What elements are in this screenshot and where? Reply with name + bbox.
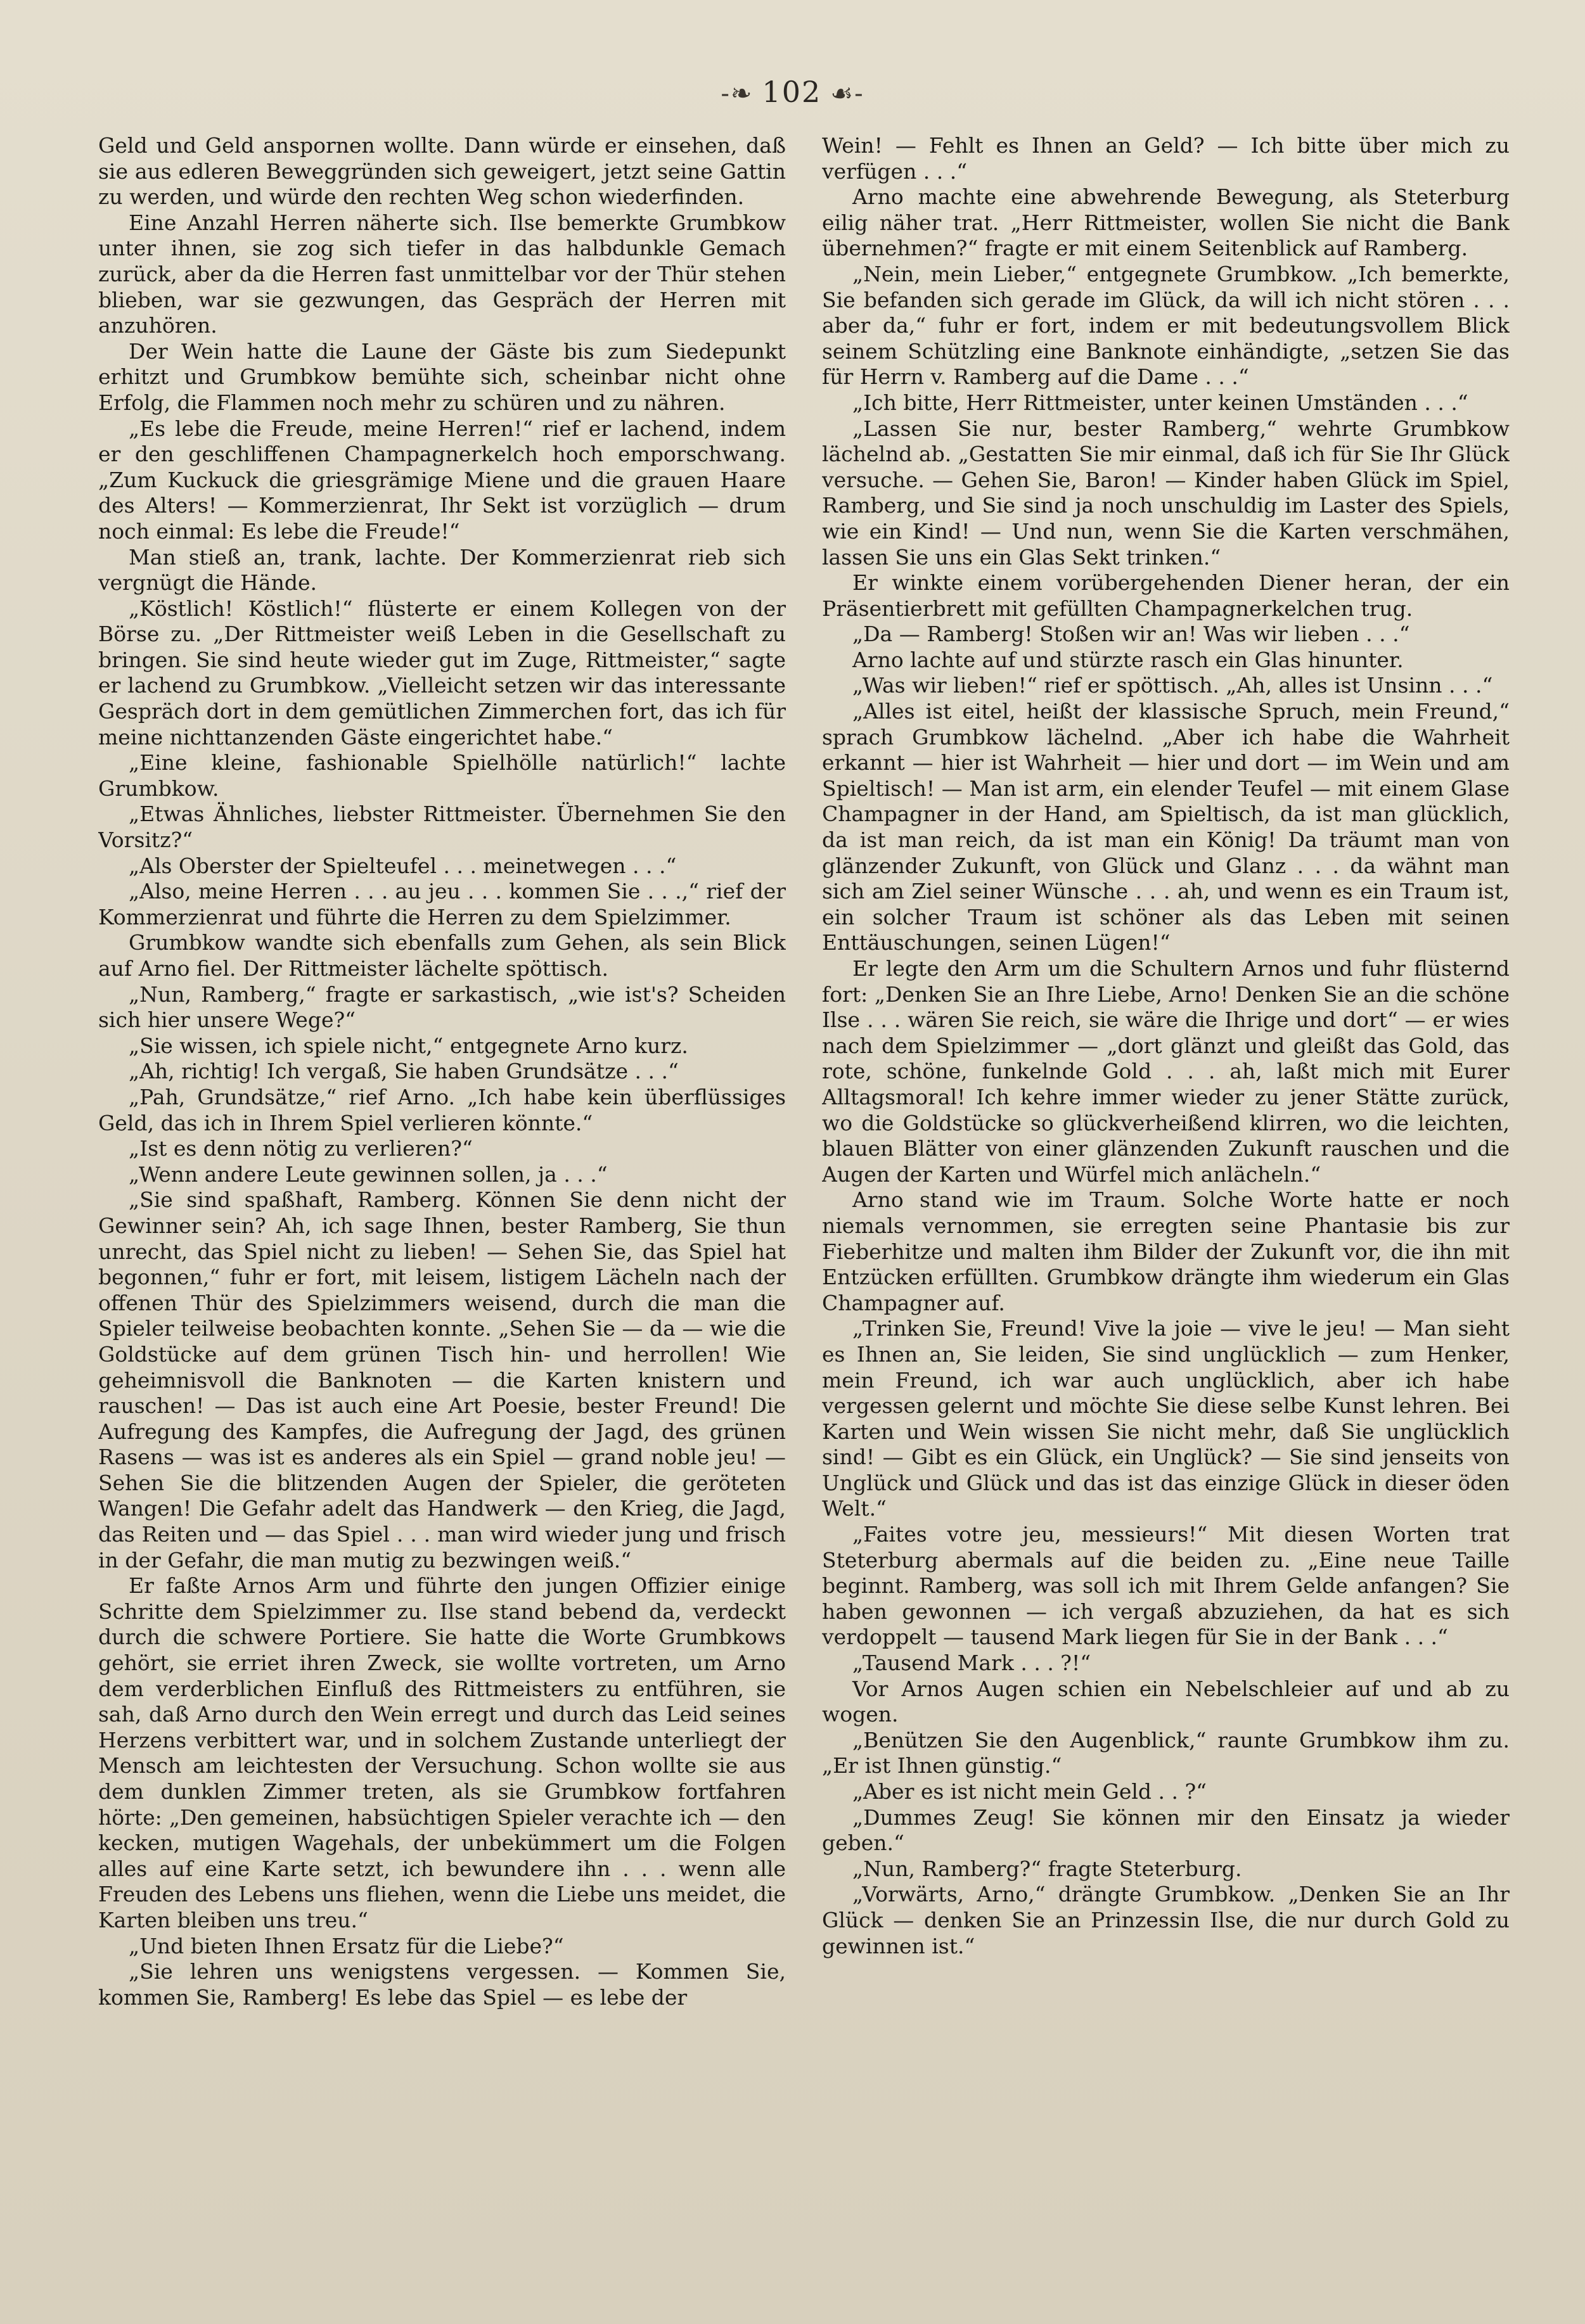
- right-ornament-icon: ☙-: [830, 79, 864, 108]
- paragraph: „Wenn andere Leute gewinnen sollen, ja . . .“: [129, 1161, 608, 1187]
- right-text-column: [822, 133, 1510, 2243]
- paragraph: „Etwas Ähnliches, liebster Rittmeister. Übernehmen Sie den Vorsitz?“: [98, 801, 786, 853]
- paragraph: „Da — Ramberg! Stoßen wir an! Was wir lieben . . .“: [852, 622, 1410, 647]
- paragraph: „Vorwärts, Arno,“ drängte Grumbkow. „Denken Sie an Ihr Glück — denken Sie an Prinzessin Ilse, die nur durch Gold zu gewinnen ist.“: [822, 1882, 1510, 1958]
- page-header: [0, 75, 1585, 109]
- paragraph: „Sie lehren uns wenigstens vergessen. — Kommen Sie, kommen Sie, Ramberg! Es lebe das Spiel — es lebe der: [98, 1959, 786, 2010]
- paragraph: „Köstlich! Köstlich!“ flüsterte er einem Kollegen von der Börse zu. „Der Rittmeister weiß Leben in die Gesellschaft zu bringen. Sie sind heute wieder gut im Zuge, Rittmeister,“ sagte er lachend zu Grumbkow. „Vielleicht setzen wir das interessante Gespräch dort in dem gemütlichen Zimmerchen fort, das ich für meine nichttanzenden Gäste eingerichtet habe.“: [98, 596, 786, 750]
- paragraph: „Ah, richtig! Ich vergaß, Sie haben Grundsätze . . .“: [129, 1059, 679, 1084]
- paragraph: „Lassen Sie nur, bester Ramberg,“ wehrte Grumbkow lächelnd ab. „Gestatten Sie mir einmal, daß ich für Sie Ihr Glück versuche. — Gehen Sie, Baron! — Kinder haben Glück im Spiel, Ramberg, und Sie sind ja noch unschuldig im Laster des Spiels, wie ein Kind! — Und nun, wenn Sie die Karten verschmähen, lassen Sie uns ein Glas Sekt trinken.“: [822, 416, 1510, 570]
- paragraph: „Pah, Grundsätze,“ rief Arno. „Ich habe kein überflüssiges Geld, das ich in Ihrem Spiel verlieren könnte.“: [98, 1084, 786, 1135]
- paragraph: „Ist es denn nötig zu verlieren?“: [129, 1136, 473, 1161]
- paragraph: Arno lachte auf und stürzte rasch ein Glas hinunter.: [852, 647, 1404, 672]
- paragraph: „Was wir lieben!“ rief er spöttisch. „Ah, alles ist Unsinn . . .“: [852, 673, 1493, 698]
- paragraph: „Dummes Zeug! Sie können mir den Einsatz ja wieder geben.“: [822, 1804, 1510, 1856]
- paragraph: Vor Arnos Augen schien ein Nebelschleier auf und ab zu wogen.: [822, 1676, 1510, 1727]
- paragraph: „Alles ist eitel, heißt der klassische Spruch, mein Freund,“ sprach Grumbkow lächelnd. „Aber ich habe die Wahrheit erkannt — hier ist Wahrheit — hier und dort — im Wein und am Spieltisch! — Man ist arm, ein elender Teufel — mit einem Glase Champagner in der Hand, am Spieltisch, da ist man glücklich, da ist man reich, da ist man ein König! Da träumt man von glänzender Zukunft, von Glück und Glanz . . . da wähnt man sich am Ziel seiner Wünsche . . . ah, und wenn es ein Traum ist, ein solcher Traum ist schöner als das Leben mit seinen Enttäuschungen, seinen Lügen!“: [822, 699, 1510, 955]
- paragraph: „Aber es ist nicht mein Geld . . ?“: [852, 1779, 1207, 1804]
- paragraph: Grumbkow wandte sich ebenfalls zum Gehen, als sein Blick auf Arno fiel. Der Rittmeister lächelte spöttisch.: [98, 930, 786, 981]
- paragraph: „Sie sind spaßhaft, Ramberg. Können Sie denn nicht der Gewinner sein? Ah, ich sage Ihnen, bester Ramberg, Sie thun unrecht, das Spiel nicht zu lieben! — Sehen Sie, das Spiel hat begonnen,“ fuhr er fort, mit leisem, listigem Lächeln nach der offenen Thür des Spielzimmers weisend, durch die man die Spieler teilweise beobachten konnte. „Sehen Sie — da — wie die Goldstücke auf dem grünen Tisch hin- und herrollen! Wie geheimnisvoll die Banknoten — die Karten knistern und rauschen! — Das ist auch eine Art Poesie, bester Freund! Die Aufregung des Kampfes, die Aufregung der Jagd, des grünen Rasens — was ist es anderes als ein Spiel — grand noble jeu! — Sehen Sie die blitzenden Augen der Spieler, die geröteten Wangen! Die Gefahr adelt das Handwerk — den Krieg, die Jagd, das Reiten und — das Spiel . . . man wird wieder jung und frisch in der Gefahr, die man mutig zu bezwingen weiß.“: [98, 1187, 786, 1573]
- left-text-column: [98, 133, 786, 2243]
- paragraph: „Und bieten Ihnen Ersatz für die Liebe?“: [129, 1933, 564, 1958]
- paragraph: „Faites votre jeu, messieurs!“ Mit diesen Worten trat Steterburg abermals auf die beiden zu. „Eine neue Taille beginnt. Ramberg, was soll ich mit Ihrem Gelde anfangen? Sie haben gewonnen — ich vergaß abzuziehen, da hat es sich verdoppelt — tausend Mark liegen für Sie in der Bank . . .“: [822, 1522, 1510, 1650]
- paragraph: „Sie wissen, ich spiele nicht,“ entgegnete Arno kurz.: [129, 1033, 688, 1058]
- paragraph: „Nein, mein Lieber,“ entgegnete Grumbkow. „Ich bemerkte, Sie befanden sich gerade im Glück, da will ich nicht stören . . . aber da,“ fuhr er fort, indem er mit bedeutungsvollem Blick seinem Schützling eine Banknote einhändigte, „setzen Sie das für Herrn v. Ramberg auf die Dame . . .“: [822, 261, 1510, 390]
- paragraph: „Nun, Ramberg?“ fragte Steterburg.: [852, 1856, 1242, 1881]
- page-number: 102: [762, 75, 822, 109]
- paragraph: Er winkte einem vorübergehenden Diener heran, der ein Präsentierbrett mit gefüllten Champagnerkelchen trug.: [822, 570, 1510, 621]
- paragraph: „Nun, Ramberg,“ fragte er sarkastisch, „wie ist's? Scheiden sich hier unsere Wege?“: [98, 981, 786, 1033]
- paragraph: „Eine kleine, fashionable Spielhölle natürlich!“ lachte Grumbkow.: [98, 750, 786, 801]
- paragraph: Man stieß an, trank, lachte. Der Kommerzienrat rieb sich vergnügt die Hände.: [98, 544, 786, 596]
- paragraph: Er faßte Arnos Arm und führte den jungen Offizier einige Schritte dem Spielzimmer zu. Ilse stand bebend da, verdeckt durch die schwere Portiere. Sie hatte die Worte Grumbkows gehört, sie erriet ihren Zweck, sie wollte vortreten, um Arno dem verderblichen Einfluß des Rittmeisters zu entführen, sie sah, daß Arno durch den Wein erregt und durch das Leid seines Herzens verbittert war, und in solchem Zustande unterliegt der Mensch am leichtesten der Versuchung. Schon wollte sie aus dem dunklen Zimmer treten, als sie Grumbkow fortfahren hörte: „Den gemeinen, habsüchtigen Spieler verachte ich — den kecken, mutigen Wagehals, der unbekümmert um die Folgen alles auf eine Karte setzt, ich bewundere ihn . . . wenn alle Freuden des Lebens uns fliehen, wenn die Liebe uns meidet, die Karten bleiben uns treu.“: [98, 1573, 786, 1932]
- paragraph: Er legte den Arm um die Schultern Arnos und fuhr flüsternd fort: „Denken Sie an Ihre Liebe, Arno! Denken Sie an die schöne Ilse . . . wären Sie reich, sie wäre die Ihrige und dort“ — er wies nach dem Spielzimmer — „dort glänzt und gleißt das Gold, das rote, schöne, funkelnde Gold . . . ah, laßt mich mit Eurer Alltagsmoral! Ich kehre immer wieder zu jener Stätte zurück, wo die Goldstücke so glückverheißend klirren, wo die leichten, blauen Blätter von einer glänzenden Zukunft rauschen und die Augen der Karten und Würfel mich anlächeln.“: [822, 956, 1510, 1187]
- paragraph: „Benützen Sie den Augenblick,“ raunte Grumbkow ihm zu. „Er ist Ihnen günstig.“: [822, 1727, 1510, 1778]
- paragraph: Wein! — Fehlt es Ihnen an Geld? — Ich bitte über mich zu verfügen . . .“: [822, 133, 1510, 184]
- paragraph: „Tausend Mark . . . ?!“: [852, 1650, 1091, 1676]
- paragraph: „Also, meine Herren . . . au jeu . . . kommen Sie . . .,“ rief der Kommerzienrat und führte die Herren zu dem Spielzimmer.: [98, 879, 786, 929]
- paragraph: „Ich bitte, Herr Rittmeister, unter keinen Umständen . . .“: [852, 390, 1468, 415]
- paragraph: Arno machte eine abwehrende Bewegung, als Steterburg eilig näher trat. „Herr Rittmeister, wollen Sie nicht die Bank übernehmen?“ fragte er mit einem Seitenblick auf Ramberg.: [822, 184, 1510, 261]
- paragraph: „Es lebe die Freude, meine Herren!“ rief er lachend, indem er den geschliffenen Champagnerkelch hoch emporschwang. „Zum Kuckuck die griesgrämige Miene und die grauen Haare des Alters! — Kommerzienrat, Ihr Sekt ist vorzüglich — drum noch einmal: Es lebe die Freude!“: [98, 416, 786, 544]
- paragraph: Der Wein hatte die Laune der Gäste bis zum Siedepunkt erhitzt und Grumbkow bemühte sich, scheinbar nicht ohne Erfolg, die Flammen noch mehr zu schüren und zu nähren.: [98, 338, 786, 415]
- paragraph: Arno stand wie im Traum. Solche Worte hatte er noch niemals vernommen, sie erregten seine Phantasie bis zur Fieberhitze und malten ihm Bilder der Zukunft vor, die ihn mit Entzücken erfüllten. Grumbkow drängte ihm wiederum ein Glas Champagner auf.: [822, 1187, 1510, 1315]
- left-ornament-icon: -❧: [721, 79, 754, 108]
- paragraph: Eine Anzahl Herren näherte sich. Ilse bemerkte Grumbkow unter ihnen, sie zog sich tiefer in das halbdunkle Gemach zurück, aber da die Herren fast unmittelbar vor der Thür stehen blieben, war sie gezwungen, das Gespräch der Herren mit anzuhören.: [98, 210, 786, 338]
- paragraph: Geld und Geld anspornen wollte. Dann würde er einsehen, daß sie aus edleren Beweggründen sich geweigert, jetzt seine Gattin zu werden, und würde den rechten Weg schon wiederfinden.: [98, 133, 786, 210]
- paragraph: „Als Oberster der Spielteufel . . . meinetwegen . . .“: [129, 853, 677, 878]
- paragraph: „Trinken Sie, Freund! Vive la joie — vive le jeu! — Man sieht es Ihnen an, Sie leiden, Sie sind unglücklich — zum Henker, mein Freund, ich war auch unglücklich, aber ich habe vergessen gelernt und möchte Sie diese selbe Kunst lehren. Bei Karten und Wein wissen Sie nicht mehr, daß Sie unglücklich sind! — Gibt es ein Glück, ein Unglück? — Sie sind jenseits von Unglück und Glück und das ist das einzige Glück in dieser öden Welt.“: [822, 1316, 1510, 1521]
